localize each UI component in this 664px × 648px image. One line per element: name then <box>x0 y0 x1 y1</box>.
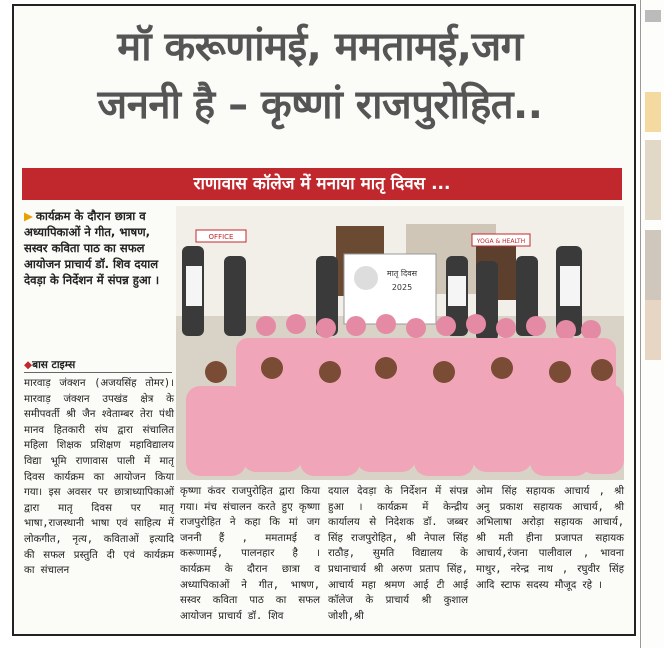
headline-line-1: मॉ करूणांमई, ममतामई,जग <box>117 24 523 70</box>
section-banner: राणावास कॉलेज में मनाया मातृ दिवस ... <box>22 168 622 200</box>
adjacent-heading-block <box>645 10 661 22</box>
photo-banner-year: 2025 <box>391 283 413 292</box>
group-photo-illustration <box>176 206 624 480</box>
arrow-bullet-icon: ▶ <box>24 209 33 223</box>
byline-divider <box>24 372 172 373</box>
headline-line-2: जननी है – कृष्णां राजपुरोहित.. <box>97 82 543 128</box>
summary-box <box>24 208 172 288</box>
adjacent-image-block <box>645 92 661 132</box>
adjacent-image-block <box>645 300 661 360</box>
adjacent-image-block <box>645 140 661 220</box>
article-column-1: मारवाड़ जंक्शन (अजयसिंह तोमर)। मारवाड़ जंक्शन उपखंड क्षेत्र के समीपवर्ती श्री जैन श्वेताम्बर तेरा पंथी मानव हितकारी संघ द्वारा संचालित महिला शिक्षक प्रशिक्षण महाविद्यालय विद्या भूमि राणावास पाली में मातृ दिवस कार्यक्रम का आयोजन किया गया। इस अवसर पर छात्राध्यापिकाओं द्वारा मातृ दिवस पर मातृ भाषा,राजस्थानी भाषा एवं साहित्य में लोकगीत, नृत्य, कविताओं इत्यादि की सफल प्रस्तुति दी एवं कार्यक्रम का संचालन <box>24 378 174 577</box>
yoga-health-sign: YOGA & HEALTH <box>476 238 526 245</box>
summary-text: कार्यक्रम के दौरान छात्रा व अध्यापिकाओं ने गीत, भाषण, सस्वर कविता पाठ का सफल आयोजन प्राचार्य डॉ. शिव दयाल देवड़ा के निर्देशन में संपन्न हुआ । <box>24 209 160 287</box>
diamond-icon: ◆ <box>24 359 33 371</box>
headline <box>20 18 620 134</box>
adjacent-image-block <box>645 230 661 300</box>
byline-text: बास टाइम्स <box>32 359 76 371</box>
event-photograph <box>176 206 624 480</box>
article-column-4: ओम सिंह सहायक आचार्य , श्री अनु प्रकाश सहायक आचार्य, श्री अभिलाषा अरोड़ा सहायक आचार्य, श्री मती हीना प्रजापत सहायक आचार्य,रंजना पालीवाल , भावना माथुर, नरेन्द्र नाथ , रघुवीर सिंह आदि स्टाफ सदस्य मौजूद रहे । <box>476 486 624 591</box>
article-column-3: दयाल देवड़ा के निर्देशन में संपन्न हुआ । कार्यक्रम में केन्द्रीय कार्यालय से निदेशक डॉ. जब्बर सिंह राजपुरोहित, श्री नेपाल सिंह राठौड़, सुमति विद्यालय के प्रधानाचार्य श्री अरुण प्रताप सिंह, आचार्य महा श्रमण आई टी आई कॉलेज के प्राचार्य श्री कुशाल जोशी,श्री <box>328 486 468 622</box>
adjacent-clipping-strip <box>640 0 664 648</box>
byline <box>24 358 172 372</box>
office-sign: OFFICE <box>208 233 234 241</box>
photo-banner-text: मातृ दिवस <box>386 269 418 278</box>
article-column-2: कृष्णा कंवर राजपुरोहित द्वारा किया गया। मंच संचालन करते हुए कृष्णा राजपुरोहित ने कहा कि मां जग जननी हैं , ममतामई व करूणामई, पालनहार है । कार्यक्रम के दौरान छात्रा व अध्यापिकाओं ने गीत, भाषण, सस्वर कविता पाठ का सफल आयोजन प्राचार्य डॉ. शिव <box>180 486 320 622</box>
